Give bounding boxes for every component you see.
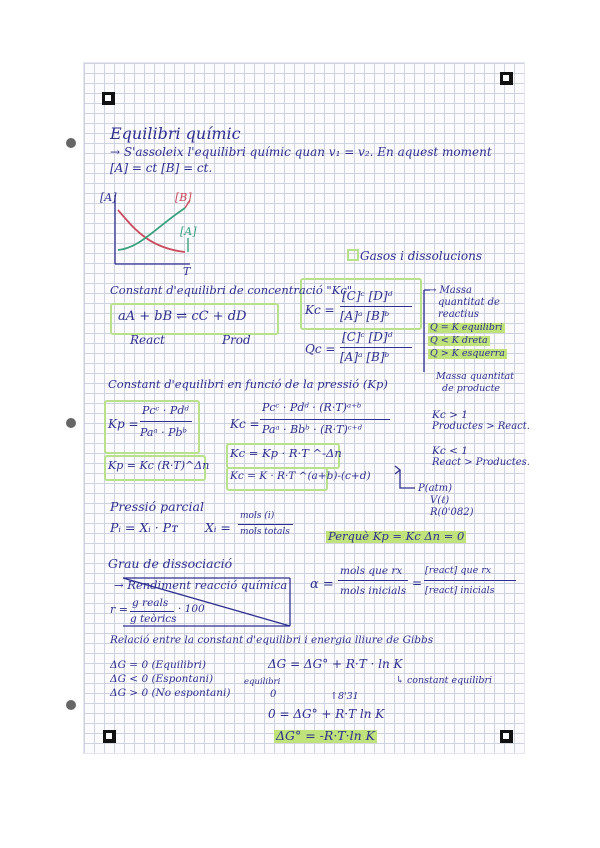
unit-pressure: P(atm) xyxy=(418,483,452,494)
gasos-label: Gasos i dissolucions xyxy=(360,249,483,263)
kc-line-2: Kc = Kp · R·T ^-Δn xyxy=(230,446,342,460)
cond1-a: Kc > 1 xyxy=(432,409,468,421)
grau-heading: Grau de dissociació xyxy=(108,556,233,571)
highlight-gasos-icon xyxy=(348,250,358,260)
kc-heading: Constant d'equilibri de concentració "Kc" xyxy=(110,283,353,297)
r-numerator: g reals xyxy=(132,597,169,609)
gibbs-case: ΔG > 0 (No espontani) xyxy=(110,687,231,699)
reactant-curve xyxy=(118,210,185,252)
kc-note: de producte xyxy=(442,383,501,394)
r-value-note: ↑8'31 xyxy=(330,691,359,702)
kc-line-3: Kc = K · R·T ^(a+b)-(c+d) xyxy=(230,470,371,482)
kc-expr-numerator: Pcᶜ · Pdᵈ · (R·T)ᵃ⁺ᵇ xyxy=(262,401,362,414)
qc-fraction-line xyxy=(340,347,412,348)
alpha-fraction-line xyxy=(338,580,408,581)
perque-note: Perquè Kp = Kc Δn = 0 xyxy=(328,529,465,543)
cond2-a: Kc < 1 xyxy=(432,445,468,457)
kc-note: reactius xyxy=(438,309,480,320)
xi-numerator: mols (i) xyxy=(240,511,275,521)
kc-expr-fraction-line xyxy=(260,419,390,420)
prod-label: Prod xyxy=(222,333,251,347)
cond1-b: Productes > React. xyxy=(432,421,530,432)
cond2-b: React > Productes. xyxy=(432,457,530,468)
unit-r: R(0'082) xyxy=(430,507,474,518)
alpha-label: α = xyxy=(310,577,334,592)
kc-note: Massa quantitat xyxy=(436,371,514,382)
kc-label: Kc = xyxy=(305,303,335,317)
gibbs-equation: ΔG = ΔG° + R·T · ln K xyxy=(268,657,403,671)
alpha-numerator: mols que rx xyxy=(340,565,403,577)
gibbs-case: ΔG = 0 (Equilibri) xyxy=(110,659,206,671)
qc-denominator: [A]ᵃ [B]ᵇ xyxy=(340,350,390,364)
kc-numerator: [C]ᶜ [D]ᵈ xyxy=(342,289,393,303)
kc-note: quantitat de xyxy=(438,297,500,308)
r-denominator: g teòrics xyxy=(130,613,177,625)
alpha-equals: = xyxy=(412,576,423,590)
xi-denominator: mols totals xyxy=(240,527,290,537)
graph-y-label: [A] xyxy=(100,191,117,204)
gibbs-equation-2: 0 = ΔG° + R·T ln K xyxy=(268,707,385,721)
kp-fraction-line xyxy=(140,421,192,422)
arrow-to-units xyxy=(400,470,415,488)
react-numerator: [react] que rx xyxy=(425,565,492,576)
qc-label: Qc = xyxy=(305,342,336,356)
qc-numerator: [C]ᶜ [D]ᵈ xyxy=(342,330,393,344)
constant-equilibri-note: ↳ constant equilibri xyxy=(396,675,493,686)
gibbs-case: ΔG < 0 (Espontani) xyxy=(110,673,214,685)
kp-kc-relation: Kp = Kc (R·T)^Δn xyxy=(108,459,210,472)
kc-note: Q < K dreta xyxy=(430,335,488,346)
kc-note: Q = K equilibri xyxy=(430,322,503,333)
xi-fraction-line xyxy=(238,524,293,525)
kc-denominator: [A]ᵃ [B]ᵇ xyxy=(340,309,390,323)
react-fraction-line xyxy=(424,580,516,581)
kc-fraction-line xyxy=(340,306,412,307)
rendiment-label: → Rendiment reacció química xyxy=(114,578,288,592)
react-label: React xyxy=(130,333,165,347)
alpha-denominator: mols inicials xyxy=(340,585,407,597)
r-tail: · 100 xyxy=(178,603,205,615)
pressio-heading: Pressió parcial xyxy=(110,499,204,514)
equilibri-note: equilibri xyxy=(244,677,281,687)
kc-note: → Massa xyxy=(428,285,472,296)
product-curve xyxy=(118,208,185,250)
xi-label: Xᵢ = xyxy=(205,520,231,535)
unit-volume: V(ℓ) xyxy=(430,495,450,506)
kp-heading: Constant d'equilibri en funció de la pressió (Kp) xyxy=(108,377,388,391)
r-label: r = xyxy=(110,603,128,616)
r-fraction-line xyxy=(130,611,174,612)
kc-expr-label: Kc = xyxy=(230,417,260,431)
graph-a-label: [A] xyxy=(180,225,197,238)
kp-numerator: Pcᶜ · Pdᵈ xyxy=(142,404,189,417)
page-title: Equilibri químic xyxy=(110,124,241,143)
gibbs-final: ΔG° = -R·T·ln K xyxy=(276,728,375,743)
gibbs-heading: Relació entre la constant d'equilibri i energia lliure de Gibbs xyxy=(110,634,434,646)
intro-line-1: → S'assoleix l'equilibri químic quan v₁ = v₂. En aquest moment xyxy=(110,145,492,159)
kc-expr-denominator: Paᵃ · Bbᵇ · (R·T)ᶜ⁺ᵈ xyxy=(262,423,362,436)
intro-line-2: [A] = ct [B] = ct. xyxy=(110,161,213,175)
zero-note: 0 xyxy=(270,689,277,700)
kp-denominator: Paᵃ · Pbᵇ xyxy=(140,426,187,439)
reaction-equation: aA + bB ⇌ cC + dD xyxy=(118,309,247,324)
graph-x-label: T xyxy=(183,265,191,278)
kc-note: Q > K esquerra xyxy=(430,348,505,359)
brace-icon xyxy=(395,466,400,474)
graph-b-label: [B] xyxy=(175,191,192,204)
pressio-formula: Pᵢ = Xᵢ · Pᴛ xyxy=(110,520,179,535)
kp-label: Kp = xyxy=(108,417,139,431)
react-denominator: [react] inicials xyxy=(425,585,495,596)
